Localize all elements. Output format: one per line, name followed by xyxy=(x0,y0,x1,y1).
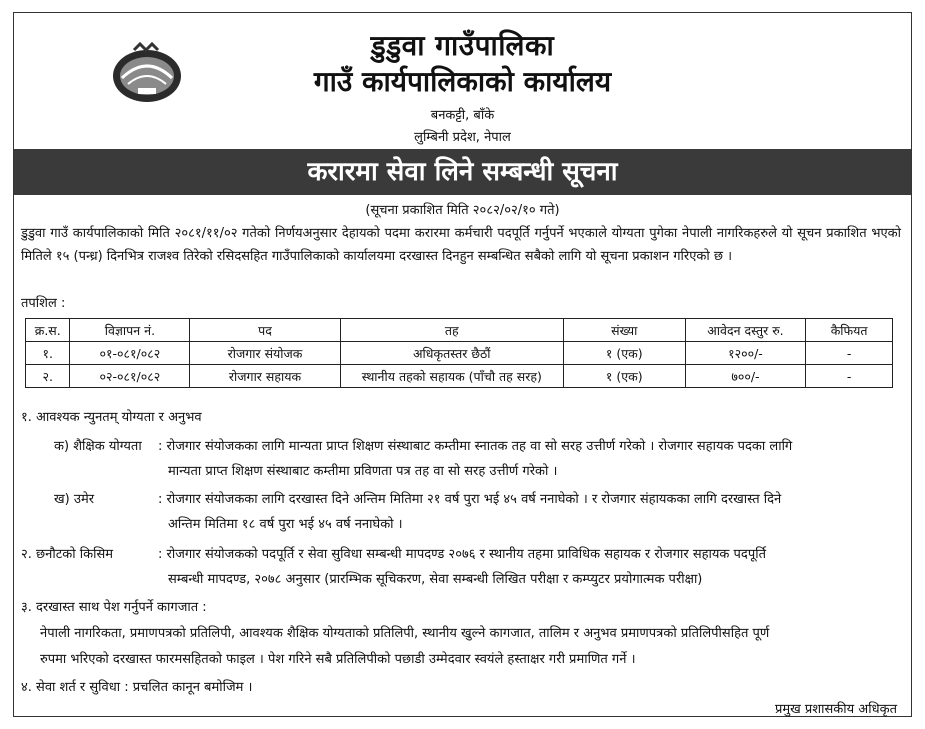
education-label: क) शैक्षिक योग्यता xyxy=(54,439,142,454)
cell-sn: १. xyxy=(26,342,70,365)
header-sn: क्र.स. xyxy=(26,319,70,342)
age-text-1: : रोजगार संयोजकका लागि दरखास्त दिने अन्तिम मितिमा २१ वर्ष पुरा भई ४५ वर्ष ननाघेको । र रोजगार संहायकका लागि दरखास्त दिने xyxy=(158,492,782,507)
header-count: संख्या xyxy=(563,319,685,342)
section-3-text-1: नेपाली नागरिकता, प्रमाणपत्रको प्रतिलिपी, आवश्यक शैक्षिक योग्यताको प्रतिलिपी, स्थानीय खुल्ने कागजात, तालिम र अनुभव प्रमाणपत्रको प्रतिलिपीसहित पूर्ण xyxy=(40,626,770,641)
intro-paragraph: डुडुवा गाउँ कार्यपालिकाको मिति २०८१/११/०२ गतेको निर्णयअनुसार देहायको पदमा करारमा कर्मचारी पदपूर्ति गर्नुपर्ने भएकाले योग्यता पुगेका नेपाली नागरिकहरुले यो सूचन प्रकाशित भएको मितिले १५ (पन्ध्र) दिनभित्र राजश्व तिरेको रसिदसहित गाउँपालिकाको कार्यालयमा दरखास्त दिनहुन सम्बन्धित सबैको लागि यो सूचना प्रकाशन गरिएको छ । xyxy=(21,226,901,264)
age-text-2: अन्तिम मितिमा १८ वर्ष पुरा भई ४५ वर्ष ननाघेको । xyxy=(168,517,403,532)
header-fee: आवेदन दस्तुर रु. xyxy=(685,319,806,342)
office-name: डुडुवा गाउँपालिका xyxy=(370,29,555,62)
section-3-text-2: रुपमा भरिएको दरखास्त फारमसहितको फाइल । पेश गरिने सबै प्रतिलिपीको पछाडी उम्मेदवार स्वयंले हस्ताक्षर गरी प्रमाणित गर्ने । xyxy=(40,652,636,667)
section-4: ४. सेवा शर्त र सुविधा : प्रचलित कानून बमोजिम । xyxy=(21,680,253,695)
cell-remarks: - xyxy=(806,365,893,388)
cell-fee: १२००/- xyxy=(685,342,806,365)
cell-count: १ (एक) xyxy=(563,342,685,365)
notice-title: करारमा सेवा लिने सम्बन्धी सूचना xyxy=(14,149,911,195)
age-label: ख) उमेर xyxy=(54,492,95,507)
cell-sn: २. xyxy=(26,365,70,388)
education-text-1: : रोजगार संयोजकका लागि मान्यता प्राप्त शिक्षण संस्थाबाट कम्तीमा स्नातक तह वा सो सरह उत्तीर्ण गरेको । रोजगार सहायक पदका लागि xyxy=(158,439,793,454)
cell-level: स्थानीय तहको सहायक (पाँचौ तह सरह) xyxy=(340,365,563,388)
published-date: (सूचना प्रकाशित मिति २०८२/०२/१० गते) xyxy=(365,203,560,218)
cell-ad-no: ०२-०८१/०८२ xyxy=(70,365,190,388)
cell-remarks: - xyxy=(806,342,893,365)
header-ad-no: विज्ञापन नं. xyxy=(70,319,190,342)
cell-level: अधिकृतस्तर छैठौं xyxy=(340,342,563,365)
office-subtitle: गाउँ कार्यपालिकाको कार्यालय xyxy=(313,65,612,98)
section-1-title: १. आवश्यक न्युनतम् योग्यता र अनुभव xyxy=(21,410,202,425)
header-post: पद xyxy=(190,319,340,342)
section-3-title: ३. दरखास्त साथ पेश गर्नुपर्ने कागजात : xyxy=(21,600,207,615)
cell-fee: ७००/- xyxy=(685,365,806,388)
education-text-2: मान्यता प्राप्त शिक्षण संस्थाबाट कम्तीमा प्रविणता पत्र तह वा सो सरह उत्तीर्ण गरेको । xyxy=(168,464,558,479)
vacancy-table xyxy=(25,318,893,388)
address-line-1: बनकट्टी, बाँके xyxy=(430,108,495,123)
table-row xyxy=(26,365,893,388)
cell-post: रोजगार सहायक xyxy=(190,365,340,388)
section-2-text-2: सम्बन्धी मापदण्ड, २०७८ अनुसार (प्रारम्भिक सूचिकरण, सेवा सम्बन्धी लिखित परीक्षा र कम्प्युटर प्रयोगात्मक परीक्षा) xyxy=(168,572,703,587)
signature: प्रमुख प्रशासकीय अधिकृत xyxy=(774,702,897,717)
cell-count: १ (एक) xyxy=(563,365,685,388)
header-remarks: कैफियत xyxy=(806,319,893,342)
cell-post: रोजगार संयोजक xyxy=(190,342,340,365)
table-header-row xyxy=(26,319,893,342)
cell-ad-no: ०१-०८१/०८२ xyxy=(70,342,190,365)
section-2-label: २. छनौटको किसिम xyxy=(21,547,114,562)
address-line-2: लुम्बिनी प्रदेश, नेपाल xyxy=(414,130,511,145)
section-2-text-1: : रोजगार संयोजकको पदपूर्ति र सेवा सुविधा सम्बन्धी मापदण्ड २०७६ र स्थानीय तहमा प्राविधिक सहायक र रोजगार सहायक पदपूर्ति xyxy=(158,547,766,562)
details-label: तपशिल : xyxy=(21,296,66,311)
table-row xyxy=(26,342,893,365)
header-level: तह xyxy=(340,319,563,342)
